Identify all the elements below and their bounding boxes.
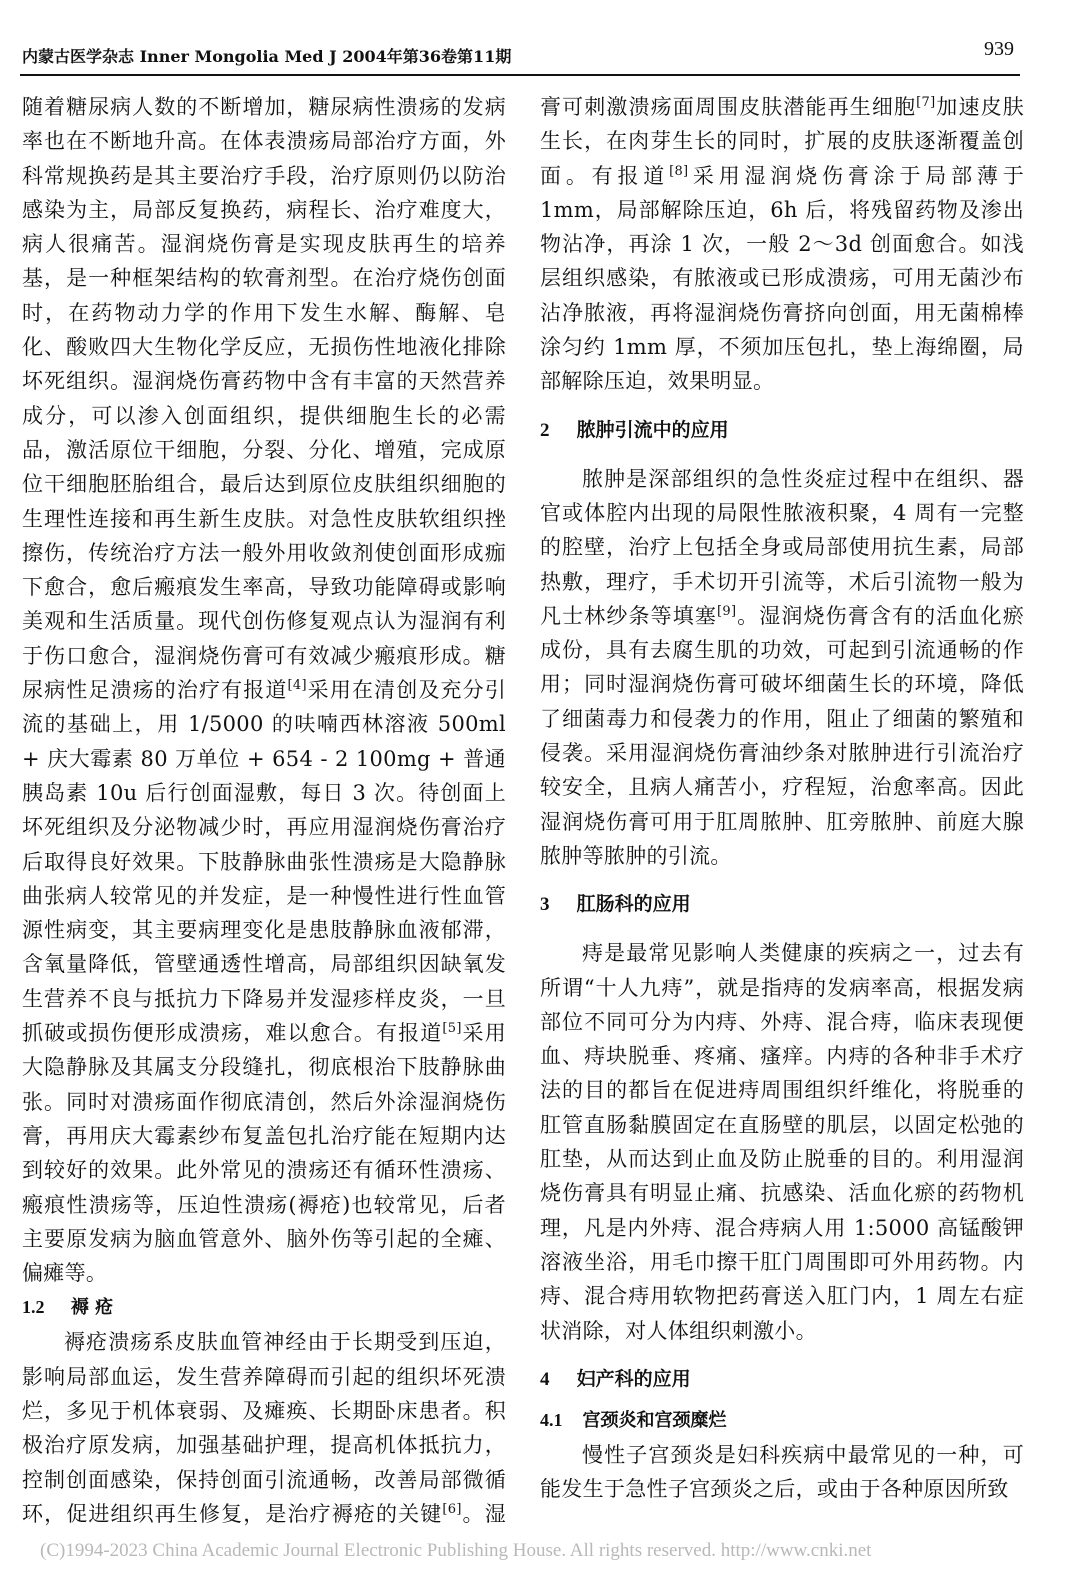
paragraph: 慢性子宫颈炎是妇科疾病中最常见的一种，可能发生于急性子宫颈炎之后，或由于各种原因所致 xyxy=(540,1442,1024,1502)
copyright-watermark: (C)1994-2023 China Academic Journal Electronic Publishing House. All rights reserved. http://www.cnki.net xyxy=(40,1540,872,1561)
section-heading-4: 4 妇产科的应用 xyxy=(540,1367,691,1390)
paragraph: 脓肿是深部组织的急性炎症过程中在组织、器官或体腔内出现的局限性脓液积聚，4 周有一完整的腔壁，治疗上包括全身或局部使用抗生素，局部热敷，理疗，手术切开引流等，术后引流物一般为凡士林纱条等填塞[9]。湿润烧伤膏含有的活血化瘀成份，具有去腐生肌的功效，可起到引流通畅的作用；同时湿润烧伤膏可破坏细菌生长的环境，降低了细菌毒力和侵袭力的作用，阻止了细菌的繁殖和侵袭。采用湿润烧伤膏油纱条对脓肿进行引流治疗较安全，且病人痛苦小，疗程短，治愈率高。因此湿润烧伤膏可用于肛周脓肿、肛旁脓肿、前庭大腺脓肿等脓肿的引流。 xyxy=(540,466,1024,868)
section-heading-3: 3 肛肠科的应用 xyxy=(540,893,691,916)
section-heading-2: 2 脓肿引流中的应用 xyxy=(540,418,729,441)
citation[interactable]: [8] xyxy=(669,163,689,179)
paragraph: 痔是最常见影响人类健康的疾病之一，过去有所谓“十人九痔”，就是指痔的发病率高，根据发病部位不同可分为内痔、外痔、混合痔，临床表现便血、痔块脱垂、疼痛、瘙痒。内痔的各种非手术疗法的目的都旨在促进痔周围组织纤维化，将脱垂的肛管直肠黏膜固定在直肠壁的肌层，以固定松弛的肛垫，从而达到止血及防止脱垂的目的。利用湿润烧伤膏具有明显止痛、抗感染、活血化瘀的药物机理，凡是内外痔、混合痔病人用 1:5000 高锰酸钾溶液坐浴，用毛巾擦干肛门周围即可外用药物。内痔、混合痔用软物把药膏送入肛门内，1 周左右症状消除，对人体组织刺激小。 xyxy=(540,941,1024,1343)
section-heading-1-2: 1.2 褥 疮 xyxy=(22,1297,114,1319)
citation[interactable]: [5] xyxy=(442,1021,462,1037)
page-number: 939 xyxy=(984,38,1014,60)
left-column xyxy=(22,90,506,1530)
paragraph: 褥疮溃疡系皮肤血管神经由于长期受到压迫，影响局部血运，发生营养障碍而引起的组织坏死溃烂，多见于机体衰弱、及瘫痪、长期卧床患者。积极治疗原发病，加强基础护理，提高机体抵抗力，控制创面感染，保持创面引流通畅，改善局部微循环，促进组织再生修复，是治疗褥疮的关键[6]。湿 xyxy=(22,1330,506,1526)
paragraph: 膏可刺激溃疡面周围皮肤潜能再生细胞[7]加速皮肤生长，在肉芽生长的同时，扩展的皮肤逐渐覆盖创面。有报道[8]采用湿润烧伤膏涂于局部薄于 1mm，局部解除压迫，6h 后，将残留药物及渗出物沾净，再涂 1 次，一般 2～3d 创面愈合。如浅层组织感染，有脓液或已形成溃疡，可用无菌沙布沾净脓液，再将湿润烧伤膏挤向创面，用无菌棉棒涂匀约 1mm 厚，不须加压包扎，垫上海绵圈，局部解除压迫，效果明显。 xyxy=(540,95,1024,394)
journal-title: 内蒙古医学杂志 Inner Mongolia Med J 2004年第36卷第11期 xyxy=(22,47,512,66)
paragraph: 随着糖尿病人数的不断增加，糖尿病性溃疡的发病率也在不断地升高。在体表溃疡局部治疗方面，外科常规换药是其主要治疗手段，治疗原则仍以防治感染为主，局部反复换药，病程长、治疗难度大，病人很痛苦。湿润烧伤膏是实现皮肤再生的培养基，是一种框架结构的软膏剂型。在治疗烧伤创面时，在药物动力学的作用下发生水解、酶解、皂化、酸败四大生物化学反应，无损伤性地液化排除坏死组织。湿润烧伤膏药物中含有丰富的天然营养成分，可以渗入创面组织，提供细胞生长的必需品，激活原位干细胞，分裂、分化、增殖，完成原位干细胞胚胎组合，最后达到原位皮肤组织细胞的生理性连接和再生新生皮肤。对急性皮肤软组织挫擦伤，传统治疗方法一般外用收敛剂使创面形成痂下愈合，愈后瘢痕发生率高，导致功能障碍或影响美观和生活质量。现代创伤修复观点认为湿润有利于伤口愈合，湿润烧伤膏可有效减少瘢痕形成。糖尿病性足溃疡的治疗有报道[4]采用在清创及充分引流的基础上，用 1/5000 的呋喃西林溶液 500ml + 庆大霉素 80 万单位 + 654 - 2 100mg + 普通胰岛素 10u 后行创面湿敷，每日 3 次。待创面上坏死组织及分泌物减少时，再应用湿润烧伤膏治疗后取得良好效果。下肢静脉曲张性溃疡是大隐静脉曲张病人较常见的并发症，是一种慢性进行性血管源性病变，其主要病理变化是患肢静脉血液郁滞，含氧量降低，管壁通透性增高，局部组织因缺氧发生营养不良与抵抗力下降易并发湿疹样皮炎，一旦抓破或损伤便形成溃疡，难以愈合。有报道[5]采用大隐静脉及其属支分段缝扎，彻底根治下肢静脉曲张。同时对溃疡面作彻底清创，然后外涂湿润烧伤膏，再用庆大霉素纱布复盖包扎治疗能在短期内达到较好的效果。此外常见的溃疡还有循环性溃疡、瘢痕性溃疡等，压迫性溃疡(褥疮)也较常见，后者主要原发病为脑血管意外、脑外伤等引起的全瘫、偏瘫等。 xyxy=(22,95,506,1286)
citation[interactable]: [7] xyxy=(916,95,936,110)
running-header xyxy=(20,30,1020,76)
citation[interactable]: [6] xyxy=(442,1501,462,1517)
citation[interactable]: [4] xyxy=(287,678,307,694)
citation[interactable]: [9] xyxy=(717,603,737,619)
right-column xyxy=(540,90,1024,1530)
section-heading-4-1: 4.1 宫颈炎和宫颈糜烂 xyxy=(540,1409,727,1431)
